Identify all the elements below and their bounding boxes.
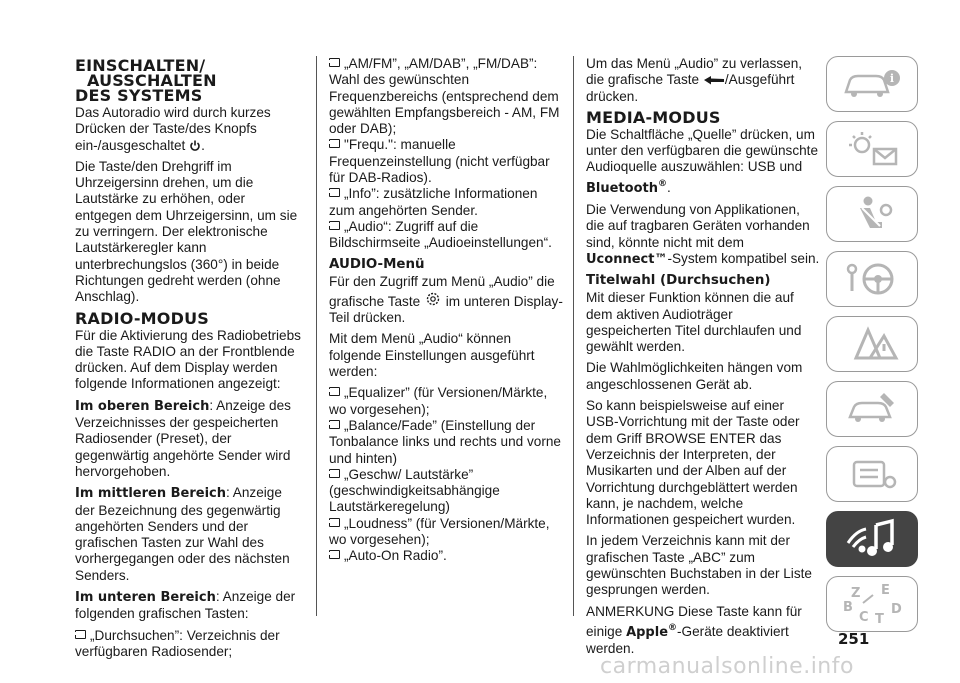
column-1: [75, 56, 303, 660]
text: Um das Menü „Audio” zu verlassen, die grafische Taste: [586, 56, 803, 88]
text: Die Schaltfläche „Quelle” drücken, um unter den verfügbaren die gewünschte Audioquelle auszuwählen: USB und: [586, 126, 819, 175]
bold-label: Im mittleren Bereich: [75, 486, 226, 502]
text: Die Verwendung von Applikationen, die auf tragbaren Geräten vorhanden sind, könnte nicht mit dem: [586, 202, 810, 250]
paragraph: [75, 398, 303, 480]
paragraph: [75, 105, 303, 154]
power-icon: [189, 140, 201, 152]
list-item: [329, 219, 563, 252]
text: : Anzeige der Bezeichnung des gegenwärtig angehörten Senders und der grafischen Tasten zur Wahl des vorhergegangen oder des nächsten Senders.: [75, 485, 290, 583]
paragraph: [586, 604, 820, 658]
text: -System kompatibel sein.: [667, 250, 820, 266]
section-heading: [75, 58, 303, 103]
wrench-car-icon: [840, 389, 904, 429]
list-item: [329, 137, 563, 186]
paragraph: Mit dieser Funktion können die auf dem aktiven Audioträger gespeicherten Titel durchlaufen und gewählt werden.: [586, 290, 802, 355]
bullet-icon: [329, 188, 340, 197]
column-2: [329, 56, 563, 565]
tab-starting-driving[interactable]: [826, 251, 918, 307]
heading-line: EINSCHALTEN/: [75, 56, 206, 75]
text: „AM/FM”, „AM/DAB”, „FM/DAB”: Wahl des gewünschten Frequenzbereichs (entsprechend dem gewählten Empfangsbereich - AM, FM oder DAB);: [329, 56, 560, 137]
svg-text:i: i: [889, 72, 895, 85]
text: „Balance/Fade” (Einstellung der Tonbalance links und rechts und vorne und hinten): [329, 417, 561, 466]
bold-label: Apple: [626, 624, 669, 640]
paragraph: [586, 202, 820, 268]
paragraph: [586, 56, 820, 105]
text: „Audio“: Zugriff auf die Bildschirmseite „Audioeinstellungen“.: [329, 218, 552, 251]
bold-label: Im oberen Bereich: [75, 398, 210, 414]
bold-label: Im unteren Bereich: [75, 590, 216, 606]
svg-text:B: B: [843, 600, 853, 615]
bold-label: Uconnect™: [586, 251, 668, 267]
section-heading: MEDIA-MODUS: [586, 107, 721, 127]
text: -Geräte deaktiviert werden.: [586, 623, 789, 657]
text: im unteren Display-Teil drücken.: [329, 293, 563, 326]
text: „Geschw/ Lautstärke” (geschwindigkeitsabhängige Lautstärkeregelung): [329, 466, 500, 515]
list-item: [329, 186, 563, 219]
bullet-icon: [329, 139, 340, 148]
tab-safety[interactable]: [826, 186, 918, 242]
seat-safety-icon: [840, 194, 904, 234]
text: : Anzeige der folgenden grafischen Tasten:: [75, 589, 296, 622]
text: „Loudness” (für Versionen/Märkte, wo vorgesehen);: [329, 515, 550, 548]
text: Das Autoradio wird durch kurzes Drücken der Taste/des Knopfs ein-/ausgeschaltet: [75, 105, 271, 153]
paragraph: [75, 589, 303, 623]
list-item: [329, 467, 563, 516]
paragraph: Mit dem Menü „Audio“ können folgende Einstellungen ausgeführt werden:: [329, 331, 535, 380]
paragraph: Die Taste/den Drehgriff im Uhrzeigersinn drehen, um die Lautstärke zu erhöhen, oder entgegen dem Uhrzeigersinn, um sie zu verringern. Der elektronische Lautstärkeregler kann unterbrechungslos (360°) in beide Richtungen gedreht werden (ohne Anschlag).: [75, 158, 298, 305]
svg-text:T: T: [875, 612, 884, 627]
list-item: [75, 628, 303, 661]
column-3: [586, 56, 820, 663]
car-info-icon: [840, 64, 904, 104]
chapter-tabs: [826, 56, 918, 641]
text: „Equalizer” (für Versionen/Märkte, wo vorgesehen);: [329, 385, 548, 417]
text: ANMERKUNG Diese Taste kann für einige: [586, 603, 802, 639]
text: : Anzeige des Verzeichnisses der gespeicherten Radiosender (Preset), der gegenwärtig angehörte Sender wird hervorgehoben.: [75, 397, 291, 479]
trademark: ®: [657, 178, 667, 189]
tab-emergency[interactable]: [826, 316, 918, 372]
text: .: [666, 179, 671, 195]
tab-warning-lights[interactable]: [826, 121, 918, 177]
trademark: ®: [668, 622, 678, 633]
settings-gear-icon: [424, 290, 442, 308]
paragraph: [329, 274, 563, 327]
list-item: [329, 418, 563, 467]
warning-light-icon: [840, 129, 904, 169]
text: „Auto-On Radio”.: [344, 548, 447, 564]
bullet-icon: [329, 420, 340, 429]
bullet-icon: [329, 221, 340, 230]
text: „Durchsuchen”: Verzeichnis der verfügbaren Radiosender;: [75, 627, 280, 659]
watermark: carmanualsonline.info: [600, 654, 854, 679]
list-item: [329, 548, 563, 564]
svg-text:D: D: [891, 602, 902, 617]
paragraph: [586, 127, 820, 197]
column-divider: [573, 56, 574, 616]
list-item: [329, 516, 563, 549]
paragraph: In jedem Verzeichnis kann mit der grafischen Taste „ABC” zum gewünschten Buchstaben in der Liste gesprungen werden.: [586, 533, 812, 598]
column-divider: [316, 56, 317, 616]
paragraph: Die Wahlmöglichkeiten hängen vom angeschlossenen Gerät ab.: [586, 360, 803, 392]
text: .: [201, 137, 205, 153]
bullet-icon: [75, 630, 86, 639]
heading-line: AUSSCHALTEN: [87, 71, 217, 90]
text: "Frequ.": manuelle Frequenzeinstellung (nicht verfügbar für DAB-Radios).: [329, 137, 550, 186]
paragraph: [75, 485, 303, 584]
specs-icon: [840, 454, 904, 494]
svg-text:Z: Z: [851, 586, 861, 601]
bullet-icon: [329, 518, 340, 527]
tab-index[interactable]: [826, 576, 918, 632]
bold-label: Bluetooth: [586, 180, 658, 196]
tab-specifications[interactable]: [826, 446, 918, 502]
section-heading: AUDIO-Menü: [329, 256, 425, 272]
bullet-icon: [329, 58, 340, 67]
section-heading: Titelwahl (Durchsuchen): [586, 273, 771, 289]
tab-maintenance[interactable]: [826, 381, 918, 437]
text: /Ausgeführt drücken.: [586, 72, 795, 104]
bullet-icon: [329, 387, 340, 396]
multimedia-icon: [840, 517, 904, 561]
bullet-icon: [329, 550, 340, 559]
road-warning-icon: [840, 324, 904, 364]
text: „Info”: zusätzliche Informationen zum angehörten Sender.: [329, 186, 538, 218]
svg-text:C: C: [859, 610, 869, 625]
text: Für den Zugriff zum Menü „Audio” die grafische Taste: [329, 273, 555, 309]
paragraph: Für die Aktivierung des Radiobetriebs die Taste RADIO an der Frontblende drücken. Auf dem Display werden folgende Informationen angezeigt:: [75, 327, 301, 392]
steering-key-icon: [840, 259, 904, 299]
bullet-icon: [329, 469, 340, 478]
heading-line: DES SYSTEMS: [75, 86, 203, 105]
paragraph: So kann beispielsweise auf einer USB-Vorrichtung mit der Taste oder dem Griff BROWSE ENTER das Verzeichnis der Interpreten, der Musikarten und der Alben auf der Vorrichtung durchgeblättert werden kann, je nachdem, welche Informationen gespeichert wurden.: [586, 398, 800, 528]
page-number: 251: [838, 630, 870, 648]
index-letters-icon: [837, 581, 907, 627]
tab-multimedia[interactable]: [826, 511, 918, 567]
section-heading: RADIO-MODUS: [75, 308, 209, 328]
list-item: [329, 385, 563, 418]
back-arrow-icon: [703, 75, 725, 86]
svg-text:E: E: [881, 583, 890, 598]
list-item: [329, 56, 563, 137]
tab-car-info[interactable]: [826, 56, 918, 112]
